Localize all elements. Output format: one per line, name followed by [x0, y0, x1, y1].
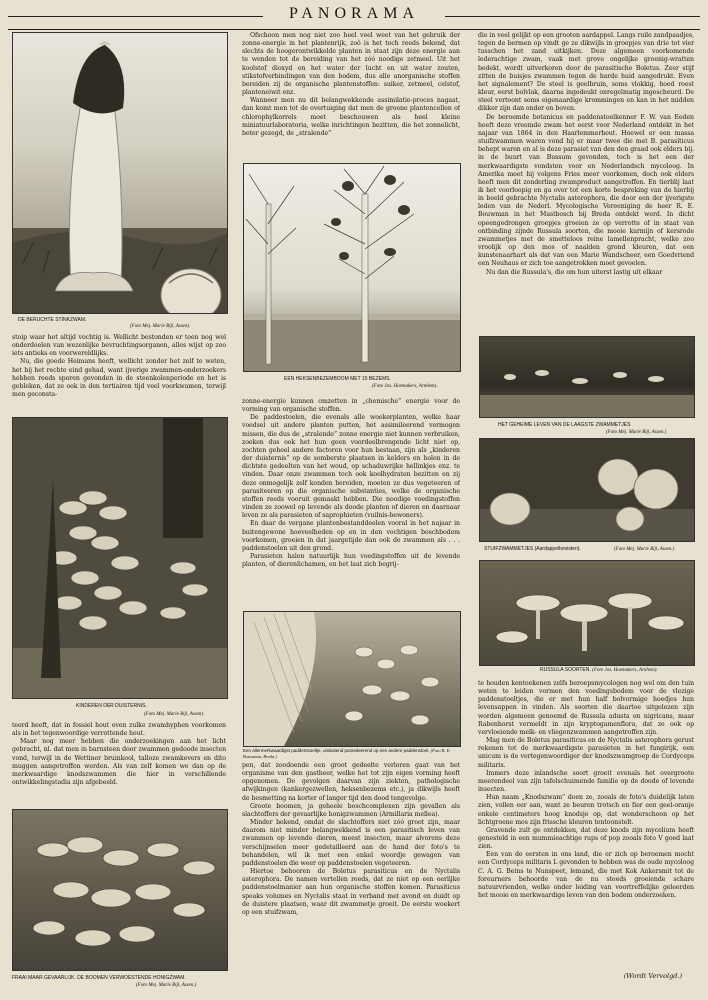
- photo-heksenbezem: [243, 163, 461, 372]
- zwammetjes-illustration: [480, 337, 694, 417]
- caption-stuifzwammetjes: [484, 546, 581, 552]
- photo-kinderen-der-duisternis: [12, 417, 228, 699]
- heksenbezem-illustration: [244, 164, 460, 371]
- paragraph: Hun naam „Knodszwam” doen ze, zooals de foto's duidelijk laten zien, vollen eer aan, want ze beuren trotsch en fier een geel-oranje enkele centimeters hoog knodsje op, dat wonderschoon op het lichtgroene mos zijn frissche kleuren tentoonstelt.: [478, 794, 694, 826]
- caption-duisternis-text: KINDEREN DER DUISTERNIS.: [76, 703, 147, 709]
- caption-heksenbezem: [284, 376, 391, 382]
- duisternis-illustration: [13, 418, 227, 698]
- column-2-text-c: [242, 762, 460, 998]
- paragraph: De paddestoelen, die evenals alle woekerplanten, welke haar voedsel uit andere planten putten, het assimileerend vermogen missen, die dus de „stralende” zonne energie niet kunnen verbruiken, zoeken dus ook het hun geen voordeelbrengende licht niet op, zochten geheel andere factoren voor hun bestaan, zijn als „kinderen der duisternis” op de somberste plaatsen in kelders en holen in de dichtste gedeelten van het woud, op schaduwrijke hellinkjes enz. te vinden. Daar onze zwammen toch ook koolhydraten bezitten en zij deze onmogelijk zelf konden bereiden, moeten ze dus vegeteeren of parasiteeren op die organische substanties, welke de organische stoffen reeds vooruit gemaakt hebben. Die noodige voedingstoffen vinden ze zoowel op levende als doode planten of dieren en daarnaar leven ze als parasieten of saprophieten (vuilnis-bewoners).: [242, 414, 460, 520]
- paragraph: Immers deze inlandsche soort groeit evenals het overgroote meerendeel van zijn tafelschuimende familie op de doode of levende insecten.: [478, 769, 694, 794]
- paragraph: Maar nog meer hebben die onderzoekingen aan het licht gebracht, nl. dat men in barnsteen door zwammen gedoode insecten vond, terwijl in de Wettiner bruinkool, talloze zwamkevers en dito muggen aangetroffen werden. Als van zelf komen we dan op de merkwaardige knodszwammen die hier in verschillende ontwikkelingstadia zijn afgebeeld.: [12, 738, 226, 787]
- credit-stuifzwammetjes-text: (Foto Mej. Marie Bijl, Assen.): [614, 547, 675, 552]
- paragraph: Nu, die goede Heimans heeft, wellicht zonder het zelf te weten, het bij het rechte eind gehad, want ijverige zwammen-onderzoekers hebben reeds sporen gevonden in de steenkolenperiode en het is gebleken, dat ze ook in den tertiairen tijd veel voorkwamen, terwijl men geconsta-: [12, 358, 226, 399]
- credit-zwammetjes-text: (Foto Mej. Marie Bijl, Assen.): [606, 430, 667, 435]
- paragraph: Een van de eersten in ons land, die er zich op beroemen mocht een Cordyceps militaris L gevonden te hebben was de oude mycoloog C. A. G. Beins te Nunspeet, lemand, die met Kok Ankersmit tot de foreurners behoorde van de nu steeds groeiende schare natuurvrienden, welke onder leiding van voortreffelijke geleerden het mooie en merkwaardige leven van den bodem onderzoeken.: [478, 851, 694, 900]
- photo-stuifzwammetjes: [479, 438, 695, 542]
- caption-stuifzwammetjes-text: STUIFZWAMMETJES (Aardappelbovisten).: [484, 546, 581, 552]
- photo-stinkzwam: [12, 32, 228, 314]
- paragraph: Ofschoon men nog niet zoo heel veel weet van het gebruik der zonne-energie in het plantenrijk, zoô is het toch reeds bekend, dat slechts de hoogerontwikkelde planten in staat zijn deze energie aan te wenden tot de bereiding van het zóó noodige zetmeel. Uit het koolstof dioxyd en het water der lucht en uit water zouten, stikstofverbindingen van den bodem, dus alle anorganische stoffen bereiden zij de organische plantenstoffen: suiker, zetmeel, celstof, planteneiwit enz.: [242, 32, 460, 97]
- paragraph: zonne-energie kunnen omzetten in „chemische” energie voor de vorming van organische stoffen.: [242, 398, 460, 414]
- credit-honigzwam: [136, 982, 196, 989]
- paragraph: teerd heeft, dat in fossiel hout even zulke zwamhyphen voorkomen als in het tegenwoordige verrottende hout.: [12, 722, 226, 738]
- photo-paddenstoeltje: [243, 611, 461, 747]
- paragraph: Minder bekend, omdat de slachtoffers niet zóó groot zijn, maar daarom niet minder belangwekkend is een parasitisch leven van zwammen op levende dieren, meest insecten, maar alvorens deze verschijnselen meer gedetailleerd aan de hand der foto's te behandelen, wil ik met een enkel woordje gewagen van paddenstoelen die weer op paddenstoelen vegeteeren.: [242, 819, 460, 867]
- paragraph: Groote boomen, ja geheele boschcomplexen zijn gevallen als slachtoffers der gevaarlijke honigzwammen (Armillaria mellea).: [242, 802, 460, 818]
- caption-stinkzwam: [18, 317, 86, 323]
- honigzwam-illustration: [13, 810, 227, 970]
- caption-paddenstoeltje: [243, 748, 459, 759]
- paragraph: Hiertoe behooren de Boletus parasiticus en de Nyctalis asterophora. De namen vertellen reeds, dat ze niet op een eerlijke paddenstoelmanier aan hun organische stoffen komen. Parasiticus speaks volumes en Nyctalis staat in verband met avond en duidt op de duistere plaatsen, waar dit zwammetje groeit. De eerste woekert op een stuifzwam,: [242, 868, 460, 916]
- column-1-text-b: [12, 722, 226, 808]
- credit-stinkzwam-text: (Foto Mej. Marie Bijl, Assen).: [130, 324, 191, 329]
- column-3-text-a: [478, 32, 694, 334]
- photo-honigzwam: [12, 809, 228, 971]
- credit-russula-text: (Foto Jos. Hoemakers, Arnhem).: [592, 668, 658, 673]
- caption-zwammetjes: [498, 422, 630, 428]
- caption-russula: [540, 667, 658, 674]
- credit-zwammetjes: [606, 429, 666, 436]
- paragraph: Parasieten halen natuurlijk hun voedingstoffen uit de levende planten, of dierenlichamen, en het laat zich begrij-: [242, 552, 460, 569]
- russula-illustration: [480, 561, 694, 665]
- paragraph: stoip waar het altijd vochtig is. Wellicht bestonden er toen nog wel onderdeelen van wezenlijke bevruchtingsorganen, alles wijst op zoo iets antieks en voorwereldlijks.: [12, 334, 226, 358]
- stuifzwammetjes-illustration: [480, 439, 694, 541]
- caption-honigzwam: [12, 975, 186, 981]
- caption-stinkzwam-text: DE BERUCHTE STINKZWAM.: [18, 317, 87, 323]
- credit-paddenstoeltje-text: (Foto R. E. Bouwman, Breda.): [243, 748, 451, 759]
- page-header: [8, 5, 700, 27]
- credit-stuifzwammetjes: [614, 546, 674, 553]
- caption-zwammetjes-text: HET GEHEIME LEVEN VAN DE LAAGSTE ZWAMMETJES: [498, 422, 631, 428]
- paddenstoeltje-illustration: [244, 612, 460, 746]
- photo-russula: [479, 560, 695, 666]
- header-rule-right: [445, 16, 700, 17]
- paragraph: Gravende zult ge ontdekken, dat deze knods zijn mycelium heeft genesteld in een mummieachtige rups of pop zooals foto V goed laat zien.: [478, 826, 694, 851]
- photo-zwammetjes: [479, 336, 695, 418]
- stinkzwam-illustration: [13, 33, 227, 313]
- column-3-text-b: [478, 680, 694, 970]
- paragraph: die in veel gelijkt op een grooten aardappel. Langs ruile zandpaadjes, tegen de bermen op vindt ge ze dikwijls in groepjes van drie tot vier tusschen het zand uitkijken. Deze algemeen voorkomende lederachtige zwam, vaak met grove ongelijke groenig-wratten bedekt, wordt uitverkoren door de parasitische Boletus. Zeer stijf zitten de buisjes zwammen tegen de harde huid aangedrukt. Even het signalement? De steel is geelbruin, soms vlokkig, hoed roest kleur, eerst bolvlak, daarna ingedeukt onregelmatig ingescheurd. De steel vertoont soms eigenaardige krommingen en kan in het midden dikker zijn dan onder en boven.: [478, 32, 694, 113]
- paragraph: te houden kenteekenen zelfs beroepsmycologen nog wel om den tuin weten te leiden vormen den voedingsbodem voor de vlezige paddenstoeltjes, die er met hun half bolvormige hoedjes hun levensappen in vinden. Als soorten die daartoe uitgelezen zijn worden algemeen genoemd de Russula adusta en nigricans, maar Rabenhorst vermeldt in zijn kryptogamenflora, dat ze ook op vervloeiende melk- en vliegenzwammen aangetroffen zijn.: [478, 680, 694, 736]
- paragraph: Mag men de Boletus parasiticus en de Nyctalis asterophora gerust rekenen tot de merkwaardigste parasieten in het fungirijk, een unicum is de vertegenwoordiger der knodszwamgroep de Cordyceps militaris.: [478, 737, 694, 769]
- caption-russula-text: RUSSULA SOORTEN.: [540, 667, 591, 673]
- paragraph: pen, dat zoodoende een groot gedeelte verloren gaat van het organisme van den gastheer, welke het tot zijn eigen vorming heeft opgenomen. De gevolgen daarvan zijn ziekten, pathologische afwijkingen (kankergezwellen, heksenbezems etc.), ja dikwijls heeft de besmetting na korter of langer tijd den dood tengevolge.: [242, 762, 460, 802]
- paragraph: Nu dan die Russula's, die om hun uiterst lastig uit elkaar: [486, 268, 663, 276]
- column-2-text-b: [242, 398, 460, 608]
- column-2-text-a: [242, 32, 460, 160]
- page-title: PANORAMA: [288, 5, 420, 22]
- caption-honigzwam-text: FRAAI MAAR GEVAARLIJK. DE BOOMEN VERWOESTENDE HONIGZWAM.: [12, 975, 186, 981]
- credit-heksenbezem-text: (Foto Jos. Hoemakers, Arnhem).: [372, 384, 438, 389]
- header-divider: [8, 29, 700, 30]
- credit-stinkzwam: [130, 323, 190, 330]
- paragraph: En daar de vergane plantenbestanddeelen vooral in het najaar in buitengewone hoeveelheden op en in den vochtigen boschbodem voorkomen, groeien in dat jaargetijde dan ook de zwammen als . . . paddenstoelen uit den grond.: [242, 520, 460, 552]
- paragraph: De beroemde botanicus en paddenstoelkenner F. W. van Eeden heeft deze vreemde zwam het eerst voor Nederland ontdekt in het najaar van 1864 in den Haarlemmerhout. Hoewel er een massa stuifzwammen waren vond hij er maar twee die met B. parasiticus behept waren en al is deze parasiet van den den graad ook elders bij. in de buurt van Bussum gevonden, toch is het een der merkwaardigste vondsten voor en Nederlandsch mycoloog. In Amerika moet hij volgens Fries meer voorkomen, doch ook elders heeft men dit zonderling zwamproduct aangetroffen. En tierblij laat ik het voorloopig en ga over tot een korte bespreking van de hierbij in beeld gebrachte Nyctalis asterophora, die door een der ijverigste leden van de Nederl. Mycologische Vereeniging de heer R. E. Bouwman in het Mastbosch bij Breda ontdekt werd. In dicht opeengedrongen groepjes groeien ze op verrotte of in staat van ontbinding zijnde Russula soorten, die mooie karmijn of kersrode zwammetjes met de smetteloos reine lamellenpracht, welke zoo vroolijk op den mos of naalden grond kleuren, dat een kunstenaarhart als dat van een Marie Wandscheer, een Goedvriend een Neuhaus er zich toe aangetrokken moet gevoelen.: [478, 113, 694, 268]
- caption-heksenbezem-text: EEN HEKSENBEZEMBOOM MET 15 BEZEMS.: [284, 376, 391, 382]
- credit-duisternis-text: (Foto Mej. Marie Bijl, Assen).: [144, 712, 205, 717]
- to-be-continued-note: (Wordt Vervolgd.): [623, 972, 682, 980]
- credit-honigzwam-text: (Foto Mej. Marie Bijl, Assen.): [136, 983, 197, 988]
- paragraph: Wanneer men nu dit belangwekkende assimilatie-proces nagaat, dan komt men tot de overtuiging dat men de groene plantencellen of chlorophylkorrels moet beschouwen als heel kleine miniatuurlaboratoria, welke inrichtingen bezitten, die het zonnelicht, beter gezegd, de „stralende”: [242, 97, 460, 137]
- caption-duisternis: [76, 703, 147, 709]
- credit-heksenbezem: [372, 383, 437, 390]
- caption-paddenstoeltje-text: Een allermerkwaardigst paddenstoeltje, uitsluitend parasiteerend op een andere paddenstoel.: [243, 748, 430, 753]
- column-1-text-a: [12, 334, 226, 414]
- credit-duisternis: [144, 711, 204, 718]
